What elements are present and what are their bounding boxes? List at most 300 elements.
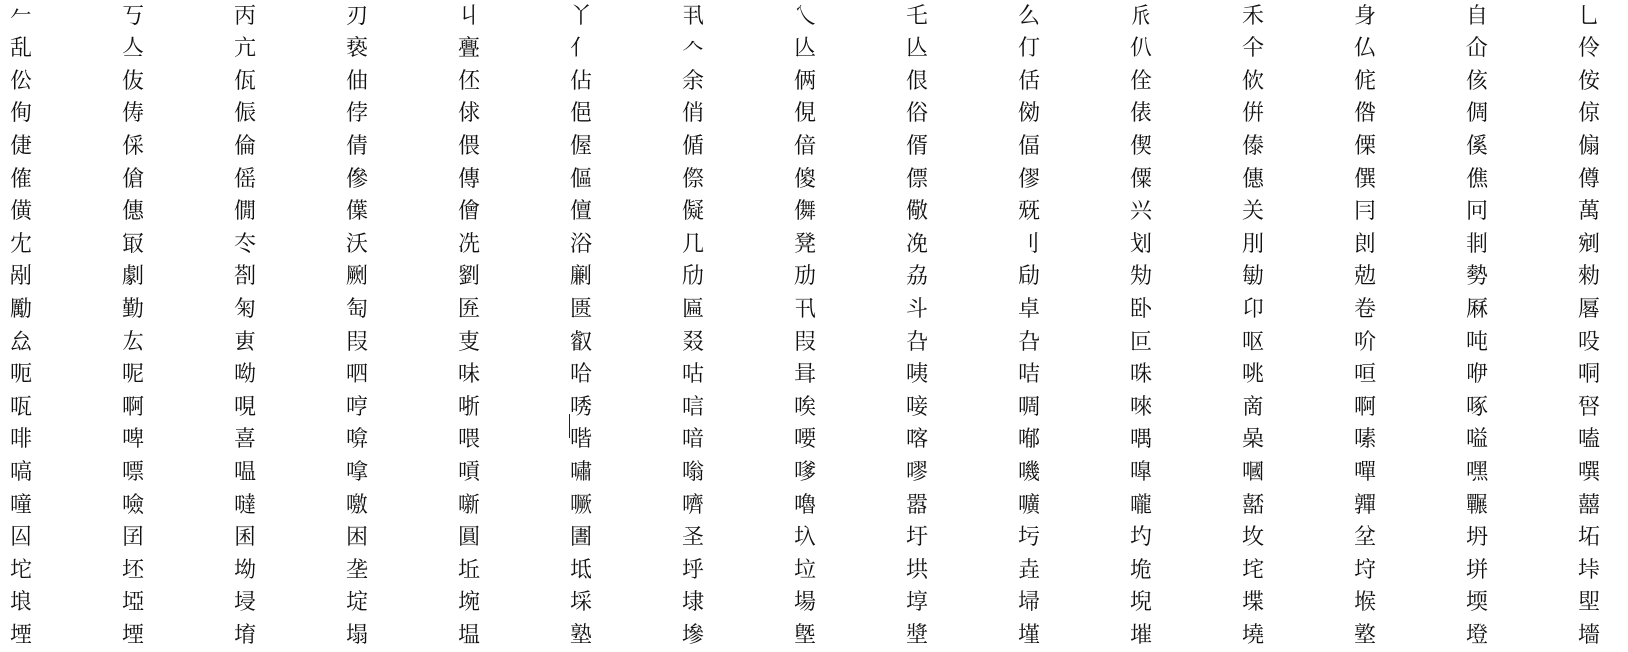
character-glyph: 傳 [458,166,481,192]
character-glyph: 咠 [794,362,817,388]
character-cell [896,522,1008,555]
character-cell [224,130,336,163]
character-cell [448,65,560,98]
character-glyph: 叚 [346,329,369,355]
character-cell [224,163,336,196]
character-glyph: 埡 [122,590,145,616]
character-cell [0,33,112,66]
character-glyph: 咭 [1018,362,1041,388]
character-cell [112,424,224,457]
character-glyph: 冃 [1354,199,1377,225]
character-glyph: 侚 [10,101,33,127]
character-glyph: 噘 [570,492,593,518]
character-glyph: 傴 [570,166,593,192]
character-glyph: 喐 [1018,427,1041,453]
character-cell [448,196,560,229]
character-cell [1568,359,1628,392]
character-cell [336,293,448,326]
character-cell [1344,456,1456,489]
character-cell [1568,98,1628,131]
character-cell [1344,65,1456,98]
character-glyph: 場 [794,590,817,616]
character-glyph: 儗 [682,199,705,225]
character-glyph: 啁 [1018,394,1041,420]
character-cell [1008,33,1120,66]
character-cell [784,130,896,163]
character-cell [336,424,448,457]
character-cell [1456,326,1568,359]
character-glyph: 斗 [906,297,929,323]
character-glyph: 佷 [906,68,929,94]
character-glyph: 俩 [794,68,817,94]
character-glyph: 埦 [458,590,481,616]
character-glyph: 仃 [1018,36,1041,62]
character-cell [224,587,336,620]
character-glyph: 呃 [10,362,33,388]
character-cell [896,228,1008,261]
character-cell [224,326,336,359]
character-glyph: 侂 [1354,68,1377,94]
character-glyph: 叴 [906,329,929,355]
character-glyph: 塌 [346,623,369,649]
character-glyph: 垝 [1130,557,1153,583]
character-glyph: 剆 [1354,231,1377,257]
character-cell [1120,456,1232,489]
character-row [0,587,1628,620]
character-glyph: 垚 [1018,557,1041,583]
character-cell [1344,587,1456,620]
character-glyph: 坳 [234,557,257,583]
character-cell [1344,98,1456,131]
character-glyph: 坆 [1242,525,1265,551]
character-cell [0,554,112,587]
character-glyph: 偰 [1130,134,1153,160]
character-cell [672,130,784,163]
character-glyph: 劉 [458,264,481,290]
character-glyph: 冘 [10,231,33,257]
character-glyph: 吤 [1354,329,1377,355]
character-glyph: 埻 [906,590,929,616]
character-cell [336,98,448,131]
character-cell [112,489,224,522]
character-cell [1344,359,1456,392]
character-cell [336,0,448,33]
character-glyph: 傜 [234,166,257,192]
character-glyph: 傕 [10,166,33,192]
character-glyph: 堞 [1242,590,1265,616]
character-glyph: 噺 [458,492,481,518]
character-glyph: 禾 [1242,3,1265,29]
character-glyph: 劦 [906,264,929,290]
character-glyph: 嚭 [1242,492,1265,518]
character-glyph: 亼 [122,36,145,62]
character-glyph: 劇 [122,264,145,290]
character-glyph: 唼 [906,394,929,420]
character-cell [224,65,336,98]
character-glyph: 佽 [1242,68,1265,94]
character-cell [112,391,224,424]
character-glyph: 倢 [10,134,33,160]
character-glyph: 啄 [1466,394,1489,420]
character-cell [448,33,560,66]
character-glyph: 丂 [122,3,145,29]
character-cell [1232,293,1344,326]
character-glyph: 墝 [1242,623,1265,649]
character-cell [1008,228,1120,261]
character-glyph: 垪 [1466,557,1489,583]
character-glyph: 嘐 [906,460,929,485]
character-cell [896,163,1008,196]
character-cell [336,587,448,620]
character-glyph: 俔 [794,101,817,127]
character-cell [336,554,448,587]
character-glyph: 坯 [122,557,145,583]
character-cell [1456,163,1568,196]
character-cell [560,326,672,359]
character-row [0,196,1628,229]
character-glyph: 咿 [1466,362,1489,388]
character-cell [448,359,560,392]
character-glyph: 啽 [346,427,369,453]
character-row [0,0,1628,33]
character-cell [1008,326,1120,359]
character-cell [784,489,896,522]
character-glyph: 喜 [234,427,257,453]
character-cell [1120,326,1232,359]
character-glyph: 僄 [906,166,929,192]
character-glyph: 亻 [570,36,593,62]
character-cell [224,228,336,261]
character-glyph: 僳 [1130,166,1153,192]
character-glyph: 墏 [906,623,929,649]
character-glyph: 俵 [1130,101,1153,127]
character-cell [1568,65,1628,98]
character-glyph: 圩 [906,525,929,551]
character-cell [224,456,336,489]
character-glyph: 儈 [458,199,481,225]
character-cell [560,98,672,131]
character-cell [1344,163,1456,196]
character-cell [112,587,224,620]
character-cell [1568,293,1628,326]
character-glyph: 劶 [1018,264,1041,290]
character-glyph: 匥 [458,297,481,323]
character-cell [560,130,672,163]
character-cell [560,489,672,522]
character-cell [1344,196,1456,229]
character-cell [1344,326,1456,359]
character-cell [1232,326,1344,359]
character-cell [784,619,896,652]
character-glyph: 啊 [1354,394,1377,420]
text-cursor [569,414,570,438]
character-glyph: 倂 [1242,101,1265,127]
character-glyph: 嚣 [906,492,929,518]
character-cell [1008,98,1120,131]
character-cell [336,163,448,196]
character-cell [1456,261,1568,294]
character-cell [448,163,560,196]
character-glyph: 嗌 [1466,427,1489,453]
character-glyph: 墱 [1466,623,1489,649]
character-glyph: 偦 [906,134,929,160]
character-cell [672,163,784,196]
character-cell [560,228,672,261]
character-cell [112,98,224,131]
character-glyph: 埞 [346,590,369,616]
character-cell [112,163,224,196]
character-glyph: 哯 [234,394,257,420]
character-glyph: 噭 [346,492,369,518]
character-cell [896,391,1008,424]
character-glyph: 嘓 [1242,460,1265,485]
character-glyph: 卂 [794,297,817,323]
character-cell [896,326,1008,359]
character-glyph: 垀 [682,557,705,583]
character-cell [1120,98,1232,131]
character-glyph: 劆 [570,264,593,290]
character-glyph: 叡 [570,329,593,355]
character-cell [1120,587,1232,620]
character-glyph: 埰 [570,590,593,616]
character-glyph: 困 [346,525,369,551]
character-cell [0,587,112,620]
character-glyph: 佺 [1130,68,1153,94]
character-cell [1456,359,1568,392]
character-glyph: 俏 [682,101,705,127]
character-cell [1568,196,1628,229]
character-cell [560,619,672,652]
character-glyph: 匋 [346,297,369,323]
character-cell [1008,456,1120,489]
character-glyph: 傖 [122,166,145,192]
character-glyph: 嗑 [1578,427,1601,453]
character-cell [1456,130,1568,163]
character-cell [672,554,784,587]
character-glyph: 倫 [234,134,257,160]
character-row [0,522,1628,555]
character-glyph: 勊 [1354,264,1377,290]
character-glyph: 咺 [1354,362,1377,388]
character-glyph: 倜 [1466,101,1489,127]
character-cell [1232,391,1344,424]
character-glyph: 呬 [346,362,369,388]
character-glyph: 咕 [682,362,705,388]
character-glyph: 喑 [682,427,705,453]
character-glyph: 浴 [570,231,593,257]
character-glyph: 吨 [1466,329,1489,355]
character-cell [1456,391,1568,424]
character-cell [672,424,784,457]
character-glyph: 喈 [570,427,593,453]
character-cell [1344,0,1456,33]
character-glyph: 塾 [570,623,593,649]
character-glyph: 垃 [794,557,817,583]
character-glyph: 噞 [122,492,145,518]
character-glyph: 偱 [682,134,705,160]
character-glyph: 仈 [1130,36,1153,62]
character-cell [112,619,224,652]
character-glyph: 劤 [682,264,705,290]
character-glyph: 唀 [570,394,593,420]
character-cell [336,33,448,66]
character-cell [0,228,112,261]
character-glyph: 剐 [10,264,33,290]
character-cell [0,522,112,555]
character-cell [1008,619,1120,652]
character-cell [336,489,448,522]
character-cell [896,587,1008,620]
character-glyph: 卬 [1242,297,1265,323]
character-glyph: 勤 [122,297,145,323]
character-cell [896,196,1008,229]
character-glyph: 咮 [1130,362,1153,388]
character-glyph: 啊 [122,394,145,420]
character-glyph: 堠 [1354,590,1377,616]
character-glyph: 僔 [1578,166,1601,192]
character-cell [1344,424,1456,457]
character-glyph: 几 [682,231,705,257]
character-cell [896,619,1008,652]
character-cell [1232,489,1344,522]
character-glyph: 勵 [10,297,33,323]
character-cell [224,261,336,294]
character-glyph: 乇 [906,3,929,29]
character-cell [1568,619,1628,652]
character-cell [1344,554,1456,587]
character-glyph: 么 [1018,3,1041,29]
character-cell [112,33,224,66]
character-glyph: 冭 [234,231,257,257]
character-glyph: 剕 [1466,231,1489,257]
character-cell [672,489,784,522]
character-cell [896,98,1008,131]
character-cell [0,489,112,522]
character-glyph: 刃 [346,3,369,29]
character-cell [448,391,560,424]
character-cell [896,130,1008,163]
character-glyph: 劮 [1130,264,1153,290]
character-cell [1120,33,1232,66]
character-glyph: 儆 [906,199,929,225]
character-cell [560,554,672,587]
character-cell [560,196,672,229]
character-cell [1232,163,1344,196]
character-cell [1008,65,1120,98]
character-glyph: 伀 [10,68,33,94]
character-cell [1456,554,1568,587]
character-cell [1568,228,1628,261]
character-glyph: 坨 [10,557,33,583]
character-glyph: 偪 [1018,134,1041,160]
character-cell [0,98,112,131]
character-glyph: 咦 [906,362,929,388]
character-row [0,261,1628,294]
character-cell [1456,619,1568,652]
character-glyph: 冋 [1466,199,1489,225]
character-cell [1568,456,1628,489]
character-glyph: 垬 [906,557,929,583]
character-cell [784,293,896,326]
character-cell [1120,261,1232,294]
character-glyph: 傻 [794,166,817,192]
character-cell [336,391,448,424]
character-cell [224,522,336,555]
character-glyph: 喀 [906,427,929,453]
character-cell [560,293,672,326]
character-row [0,489,1628,522]
character-glyph: 僩 [234,199,257,225]
character-cell [448,587,560,620]
character-cell [112,522,224,555]
character-cell [0,293,112,326]
character-cell [1456,228,1568,261]
character-cell [448,619,560,652]
character-cell [1232,0,1344,33]
character-cell [1008,522,1120,555]
character-glyph: 嘰 [1018,460,1041,485]
character-cell [784,228,896,261]
character-glyph: 垄 [346,557,369,583]
character-glyph: 叴 [1018,329,1041,355]
character-cell [560,359,672,392]
character-glyph: 丩 [458,3,481,29]
character-glyph: 墍 [794,623,817,649]
character-cell [784,424,896,457]
character-glyph: 唉 [794,394,817,420]
character-cell [672,65,784,98]
character-glyph: 坵 [458,557,481,583]
character-cell [224,359,336,392]
character-cell [672,228,784,261]
character-glyph: 坧 [1578,525,1601,551]
character-cell [336,228,448,261]
character-glyph: 嗲 [794,460,817,485]
character-cell [448,326,560,359]
character-cell [560,0,672,33]
character-cell [672,619,784,652]
character-cell [112,359,224,392]
character-glyph: 傪 [346,166,369,192]
character-glyph: 自 [1466,3,1489,29]
character-cell [112,261,224,294]
character-cell [336,196,448,229]
character-cell [784,33,896,66]
character-glyph: 嘿 [1466,460,1489,485]
character-glyph: 啤 [122,427,145,453]
character-cell [1232,228,1344,261]
character-row [0,619,1628,652]
character-glyph: 叚 [794,329,817,355]
character-cell [784,98,896,131]
character-cell [1120,65,1232,98]
character-glyph: 侒 [1578,68,1601,94]
character-cell [1120,0,1232,33]
character-cell [0,619,112,652]
character-cell [1008,163,1120,196]
character-cell [560,33,672,66]
character-cell [784,326,896,359]
character-row [0,293,1628,326]
character-cell [224,619,336,652]
character-cell [448,522,560,555]
character-glyph: 嚕 [794,492,817,518]
character-glyph: 沃 [346,231,369,257]
character-cell [1232,587,1344,620]
character-glyph: 佸 [1018,68,1041,94]
character-cell [224,424,336,457]
character-glyph: 啡 [10,427,33,453]
